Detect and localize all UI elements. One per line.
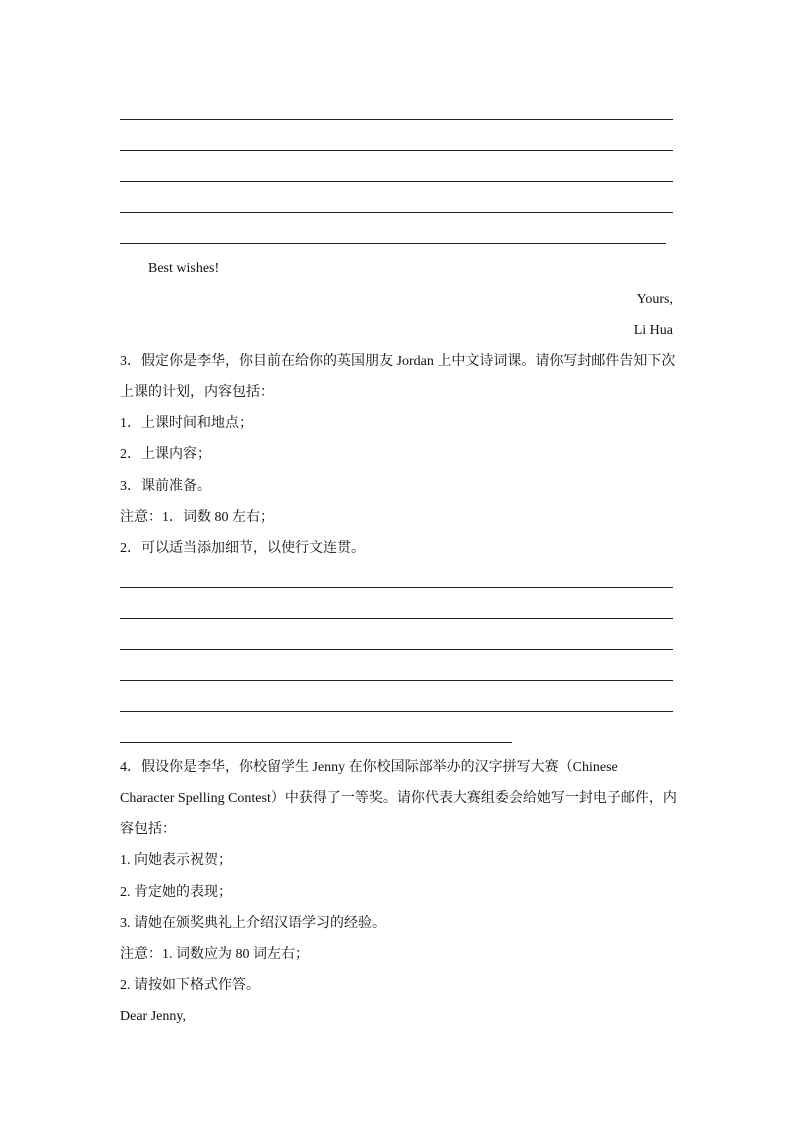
task4-point: 1. 向她表示祝贺； <box>120 853 232 868</box>
closing-name: Li Hua <box>633 323 673 338</box>
task3-note: 2．可以适当添加细节，以使行文连贯。 <box>120 541 365 556</box>
answer-line <box>120 680 673 681</box>
answer-line <box>120 181 673 182</box>
task4-point: 3. 请她在颁奖典礼上介绍汉语学习的经验。 <box>120 916 386 931</box>
task3-intro-line2: 上课的计划，内容包括： <box>120 385 274 400</box>
answer-line <box>120 587 673 588</box>
task4-intro-line3: 容包括： <box>120 822 176 837</box>
answer-line <box>120 618 673 619</box>
closing-best-wishes: Best wishes! <box>148 261 220 276</box>
answer-line <box>120 150 673 151</box>
task3-point: 3．课前准备。 <box>120 479 211 494</box>
task3-note: 注意：1．词数 80 左右； <box>120 510 274 525</box>
answer-line <box>120 212 673 213</box>
answer-line <box>120 649 673 650</box>
answer-line <box>120 742 512 743</box>
task3-point: 2．上课内容； <box>120 447 211 462</box>
task4-note: 2. 请按如下格式作答。 <box>120 978 260 993</box>
task4-intro-line2: Character Spelling Contest）中获得了一等奖。请你代表大赛组委会给她写一封电子邮件，内 <box>120 791 677 806</box>
task4-greeting: Dear Jenny, <box>120 1009 186 1024</box>
task4-point: 2. 肯定她的表现； <box>120 885 232 900</box>
answer-line <box>120 243 666 244</box>
answer-line <box>120 119 673 120</box>
task3-point: 1．上课时间和地点； <box>120 416 253 431</box>
task4-note: 注意：1. 词数应为 80 词左右； <box>120 947 309 962</box>
closing-yours: Yours, <box>636 292 673 307</box>
task4-intro-line1: 4．假设你是李华，你校留学生 Jenny 在你校国际部举办的汉字拼写大赛（Chinese <box>120 760 618 775</box>
answer-line <box>120 711 673 712</box>
task3-intro-line1: 3．假定你是李华，你目前在给你的英国朋友 Jordan 上中文诗词课。请你写封邮件告知下次 <box>120 354 676 369</box>
